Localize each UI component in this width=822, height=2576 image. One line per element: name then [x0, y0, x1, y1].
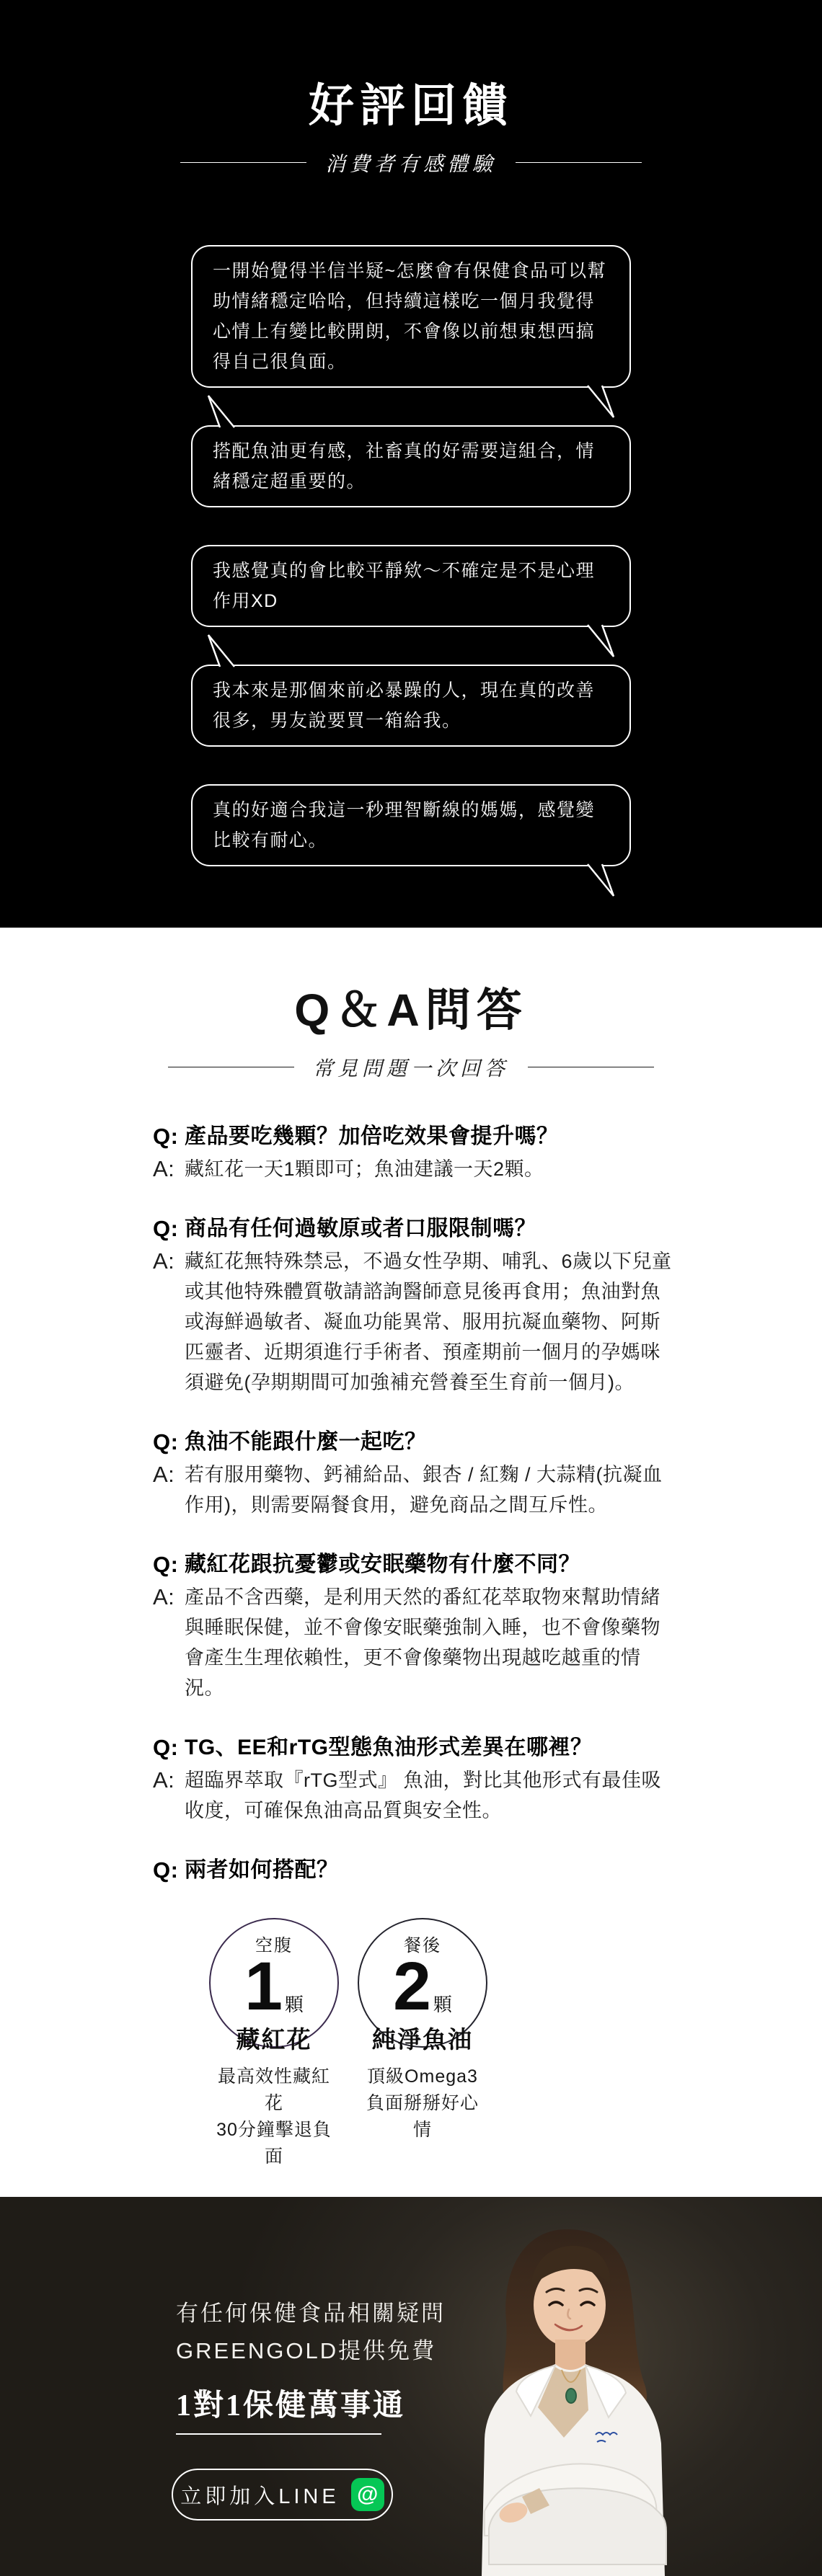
dose-unit: 顆 [433, 1993, 452, 2015]
qa-title: Q＆A問答 [294, 985, 528, 1036]
saffron-caption [209, 2064, 339, 2170]
dose-unit: 顆 [284, 1993, 304, 2015]
question-row [153, 1855, 672, 1886]
subtitle-rule-right [516, 162, 642, 163]
saffron-dose-circle [209, 1918, 339, 2053]
question-text: 魚油不能跟什麼一起吃？ [185, 1429, 427, 1454]
qa-item-pairing [153, 1855, 672, 1886]
speech-tail-icon [580, 624, 618, 659]
line-join-label: 立即加入LINE [180, 2484, 340, 2508]
qa-subtitle-row [0, 1053, 822, 1082]
review-bubble [191, 245, 631, 388]
pharmacist-photo [447, 2197, 822, 2576]
question-prefix: Q: [153, 1551, 179, 1577]
question-row [153, 1121, 672, 1152]
question-text: 藏紅花跟抗憂鬱或安眠藥物有什麼不同？ [185, 1552, 580, 1576]
arm-lower [489, 2488, 666, 2564]
answer-text: 超臨界萃取『rTG型式』 魚油，對比其他形式有最佳吸收度，可確保魚油高品質與安全性。 [185, 1769, 661, 1821]
question-text: 兩者如何搭配？ [185, 1857, 339, 1882]
question-prefix: Q: [153, 1215, 179, 1241]
timing-label: 餐後 [404, 1935, 441, 1955]
question-text: 產品要吃幾顆？加倍吃效果會提升嗎？ [185, 1124, 559, 1148]
product-name: 純淨魚油 [372, 2025, 473, 2053]
answer-prefix: A: [153, 1461, 175, 1487]
fishoil-caption [358, 2064, 487, 2170]
question-row [153, 1549, 672, 1581]
dosage-pairing [209, 1918, 822, 2053]
answer-row [153, 1246, 672, 1398]
answer-row [153, 1765, 672, 1826]
jade-pendant [566, 2389, 576, 2403]
dose-count: 2 [393, 1947, 431, 2025]
question-prefix: Q: [153, 1429, 179, 1454]
question-prefix: Q: [153, 1123, 179, 1149]
answer-row [153, 1154, 672, 1184]
question-row [153, 1213, 672, 1245]
answer-prefix: A: [153, 1767, 175, 1793]
review-text: 真的好適合我這一秒理智斷線的媽媽，感覺變比較有耐心。 [213, 799, 596, 850]
review-text: 我感覺真的會比較平靜欸～不確定是不是心理作用XD [213, 560, 596, 611]
qa-subtitle: 常見問題一次回答 [312, 1057, 509, 1080]
review-bubble [191, 784, 631, 866]
dosage-captions [209, 2064, 822, 2170]
fishoil-dose-circle [358, 1918, 487, 2053]
review-text: 搭配魚油更有感，社畜真的好需要這組合，情緒穩定超重要的。 [213, 440, 596, 492]
reviews-subtitle-row [0, 148, 822, 177]
speech-tail-icon [204, 394, 242, 428]
caption-line: 負面掰掰好心情 [366, 2092, 479, 2140]
line-join-button[interactable] [172, 2469, 393, 2521]
cta-underline [176, 2433, 381, 2435]
review-bubble [191, 545, 631, 627]
dose-count: 1 [244, 1947, 283, 2025]
line-at-icon: @ [351, 2478, 384, 2511]
question-row [153, 1426, 672, 1458]
question-text: TG、EE和rTG型態魚油形式差異在哪裡？ [185, 1735, 593, 1759]
answer-prefix: A: [153, 1248, 175, 1274]
review-bubble [191, 425, 631, 507]
cta-text-block [176, 2295, 446, 2435]
reviews-section [0, 0, 822, 928]
speech-tail-icon [580, 863, 618, 898]
answer-row [153, 1460, 672, 1520]
question-row [153, 1732, 672, 1764]
qa-item [153, 1426, 672, 1520]
review-bubble-list [191, 245, 631, 866]
dose-count-row [211, 1947, 337, 2025]
cta-section [0, 2197, 822, 2576]
subtitle-rule-left [180, 162, 306, 163]
cta-line-2: GREENGOLD提供免費 [176, 2338, 437, 2363]
caption-line: 最高效性藏紅花 [217, 2066, 330, 2113]
qa-section [0, 928, 822, 2197]
answer-row [153, 1582, 672, 1703]
answer-text: 產品不含西藥，是利用天然的番紅花萃取物來幫助情緒與睡眠保健，並不會像安眠藥強制入睡，也不會像藥物會產生生理依賴性，更不會像藥物出現越吃越重的情況。 [185, 1586, 660, 1699]
product-name: 藏紅花 [236, 2025, 312, 2053]
qa-item [153, 1213, 672, 1398]
neck [555, 2340, 585, 2372]
qa-item [153, 1732, 672, 1826]
cta-line-1: 有任何保健食品相關疑問 [176, 2301, 446, 2326]
review-bubble [191, 665, 631, 747]
question-text: 商品有任何過敏原或者口服限制嗎？ [185, 1216, 536, 1240]
timing-label: 空腹 [255, 1935, 293, 1955]
question-prefix: Q: [153, 1857, 179, 1883]
answer-text: 若有服用藥物、鈣補給品、銀杏 / 紅麴 / 大蒜精(抗凝血作用)，則需要隔餐食用，避免商品之間互斥性。 [185, 1463, 663, 1516]
answer-prefix: A: [153, 1584, 175, 1609]
reviews-title: 好評回饋 [309, 81, 513, 131]
question-prefix: Q: [153, 1734, 179, 1760]
cta-headline: 1對1保健萬事通 [176, 2389, 406, 2422]
caption-line: 頂級Omega3 [367, 2066, 478, 2087]
answer-text: 藏紅花一天1顆即可；魚油建議一天2顆。 [185, 1158, 544, 1180]
reviews-subtitle: 消費者有感體驗 [324, 153, 497, 176]
dose-count-row [359, 1947, 486, 2025]
review-text: 我本來是那個來前必暴躁的人，現在真的改善很多，男友說要買一箱給我。 [213, 680, 596, 731]
qa-item [153, 1121, 672, 1184]
qa-list [153, 1121, 672, 1886]
review-text: 一開始覺得半信半疑~怎麼會有保健食品可以幫助情緒穩定哈哈，但持續這樣吃一個月我覺得心情上有變比較開朗，不會像以前想東想西搞得自己很負面。 [213, 260, 607, 372]
qa-item [153, 1549, 672, 1703]
answer-text: 藏紅花無特殊禁忌，不過女性孕期、哺乳、6歲以下兒童或其他特殊體質敬請諮詢醫師意見後再食用；魚油對魚或海鮮過敏者、凝血功能異常、服用抗凝血藥物、阿斯匹靈者、近期須進行手術者、預產期前一個月的孕媽咪須避免(孕期期間可加強補充營養至生育前一個月)。 [185, 1250, 672, 1393]
speech-tail-icon [204, 633, 242, 667]
speech-tail-icon [580, 385, 618, 419]
answer-prefix: A: [153, 1155, 175, 1181]
caption-line: 30分鐘擊退負面 [216, 2119, 332, 2167]
